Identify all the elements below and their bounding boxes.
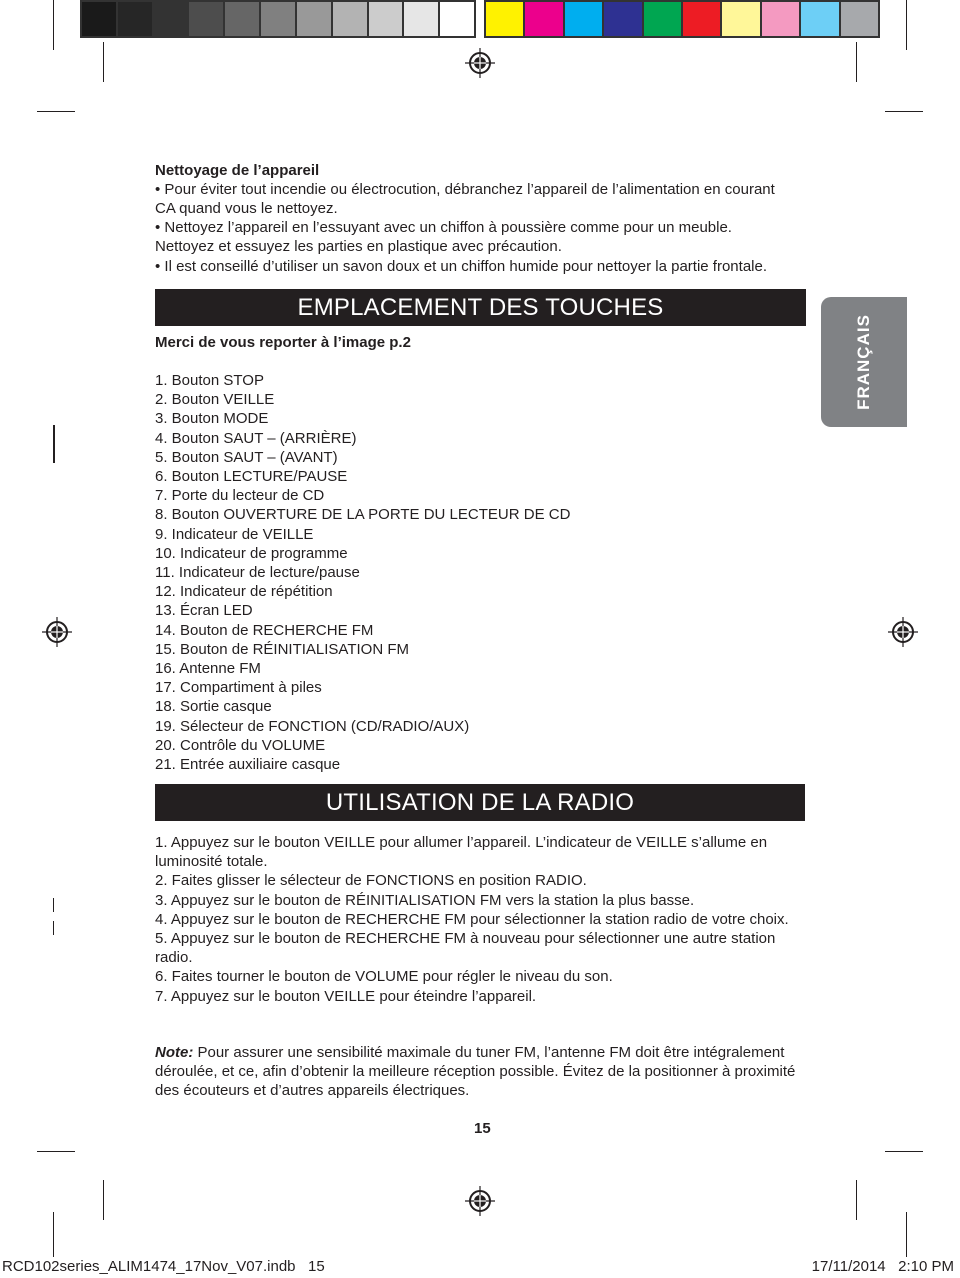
color-swatch [225, 2, 261, 36]
list-item: 3. Appuyez sur le bouton de RÉINITIALISATION FM vers la station la plus basse. [155, 891, 695, 909]
crop-mark [906, 0, 907, 50]
color-bar [484, 0, 880, 38]
list-item: 12. Indicateur de répétition [155, 583, 333, 601]
color-swatch [82, 2, 118, 36]
color-swatch [525, 2, 564, 36]
color-swatch [762, 2, 801, 36]
crop-mark [906, 1212, 907, 1257]
list-item: 4. Appuyez sur le bouton de RECHERCHE FM pour sélectionner la station radio de votre choix. [155, 910, 789, 928]
color-swatch [333, 2, 369, 36]
color-swatch [722, 2, 761, 36]
crop-mark [103, 42, 104, 82]
color-swatch [683, 2, 722, 36]
color-swatch [565, 2, 604, 36]
crop-mark [53, 1212, 54, 1257]
cleaning-line: CA quand vous le nettoyez. [155, 200, 338, 217]
radio-note [155, 1043, 805, 1101]
list-item: 6. Faites tourner le bouton de VOLUME pour régler le niveau du son. [155, 968, 613, 986]
crop-mark [885, 1151, 923, 1152]
crop-mark [37, 111, 75, 112]
color-swatch [604, 2, 643, 36]
fold-mark [53, 425, 55, 463]
color-swatch [297, 2, 333, 36]
color-swatch [154, 2, 190, 36]
list-item: 1. Appuyez sur le bouton VEILLE pour allumer l’appareil. L’indicateur de VEILLE s’allume en luminosité totale. [155, 834, 768, 871]
radio-steps [155, 833, 805, 1006]
cleaning-line: • Il est conseillé d’utiliser un savon doux et un chiffon humide pour nettoyer la partie frontale. [155, 258, 767, 275]
crop-mark [103, 1180, 104, 1220]
registration-mark-icon [465, 1186, 495, 1216]
list-item: 7. Appuyez sur le bouton VEILLE pour éteindre l’appareil. [155, 987, 537, 1005]
fold-mark [53, 898, 54, 912]
list-item: 11. Indicateur de lecture/pause [155, 564, 360, 582]
registration-mark-icon [42, 617, 72, 647]
list-item: 6. Bouton LECTURE/PAUSE [155, 468, 348, 486]
color-swatch [404, 2, 440, 36]
footer-timestamp: 17/11/2014 2:10 PM [811, 1258, 954, 1275]
crop-mark [53, 0, 54, 50]
list-item: 16. Antenne FM [155, 660, 261, 678]
language-tab-label: FRANÇAIS [854, 314, 873, 410]
note-text: Pour assurer une sensibilité maximale du tuner FM, l’antenne FM doit être intégralement déroulée, et ce, afin d’obtenir la meilleure réception possible. Évitez de la positionner à proximité des écouteurs et d’autres appareils électriques. [155, 1044, 796, 1100]
list-item: 10. Indicateur de programme [155, 544, 348, 562]
registration-mark-icon [888, 617, 918, 647]
list-item: 7. Porte du lecteur de CD [155, 487, 325, 505]
page-number: 15 [474, 1120, 491, 1137]
footer-file-info: RCD102series_ALIM1474_17Nov_V07.indb 15 [2, 1258, 325, 1275]
controls-intro: Merci de vous reporter à l’image p.2 [155, 334, 411, 351]
list-item: 20. Contrôle du VOLUME [155, 736, 326, 754]
cleaning-line: • Nettoyez l’appareil en l’essuyant avec un chiffon à poussière comme pour un meuble. [155, 219, 732, 236]
list-item: 18. Sortie casque [155, 698, 272, 716]
crop-mark [37, 1151, 75, 1152]
list-item: 4. Bouton SAUT – (ARRIÈRE) [155, 429, 357, 447]
crop-mark [885, 111, 923, 112]
color-swatch [440, 2, 474, 36]
color-swatch [644, 2, 683, 36]
crop-mark [856, 1180, 857, 1220]
list-item: 5. Bouton SAUT – (AVANT) [155, 448, 338, 466]
cleaning-line: Nettoyez et essuyez les parties en plastique avec précaution. [155, 238, 562, 255]
controls-list [155, 371, 570, 774]
list-item: 9. Indicateur de VEILLE [155, 525, 314, 543]
color-swatch [801, 2, 840, 36]
color-swatch [261, 2, 297, 36]
section-banner-controls: EMPLACEMENT DES TOUCHES [155, 289, 806, 326]
color-swatch [486, 2, 525, 36]
language-tab [821, 297, 907, 427]
list-item: 5. Appuyez sur le bouton de RECHERCHE FM à nouveau pour sélectionner une autre station radio. [155, 930, 776, 967]
list-item: 15. Bouton de RÉINITIALISATION FM [155, 640, 409, 658]
color-swatch [189, 2, 225, 36]
list-item: 2. Faites glisser le sélecteur de FONCTIONS en position RADIO. [155, 872, 587, 890]
list-item: 17. Compartiment à piles [155, 679, 322, 697]
list-item: 13. Écran LED [155, 602, 253, 620]
list-item: 14. Bouton de RECHERCHE FM [155, 621, 374, 639]
list-item: 3. Bouton MODE [155, 410, 269, 428]
list-item: 1. Bouton STOP [155, 372, 264, 389]
note-label: Note: [155, 1044, 194, 1061]
list-item: 2. Bouton VEILLE [155, 391, 275, 409]
color-swatch [118, 2, 154, 36]
list-item: 19. Sélecteur de FONCTION (CD/RADIO/AUX) [155, 717, 470, 735]
crop-mark [856, 42, 857, 82]
section-banner-radio: UTILISATION DE LA RADIO [155, 784, 805, 821]
cleaning-heading: Nettoyage de l’appareil [155, 162, 320, 179]
list-item: 21. Entrée auxiliaire casque [155, 756, 341, 774]
color-swatch [841, 2, 878, 36]
color-swatch [369, 2, 405, 36]
registration-mark-icon [465, 48, 495, 78]
fold-mark [53, 921, 54, 935]
cleaning-line: • Pour éviter tout incendie ou électrocution, débranchez l’appareil de l’alimentation en courant [155, 181, 775, 198]
list-item: 8. Bouton OUVERTURE DE LA PORTE DU LECTEUR DE CD [155, 506, 571, 524]
grayscale-bar [80, 0, 476, 38]
